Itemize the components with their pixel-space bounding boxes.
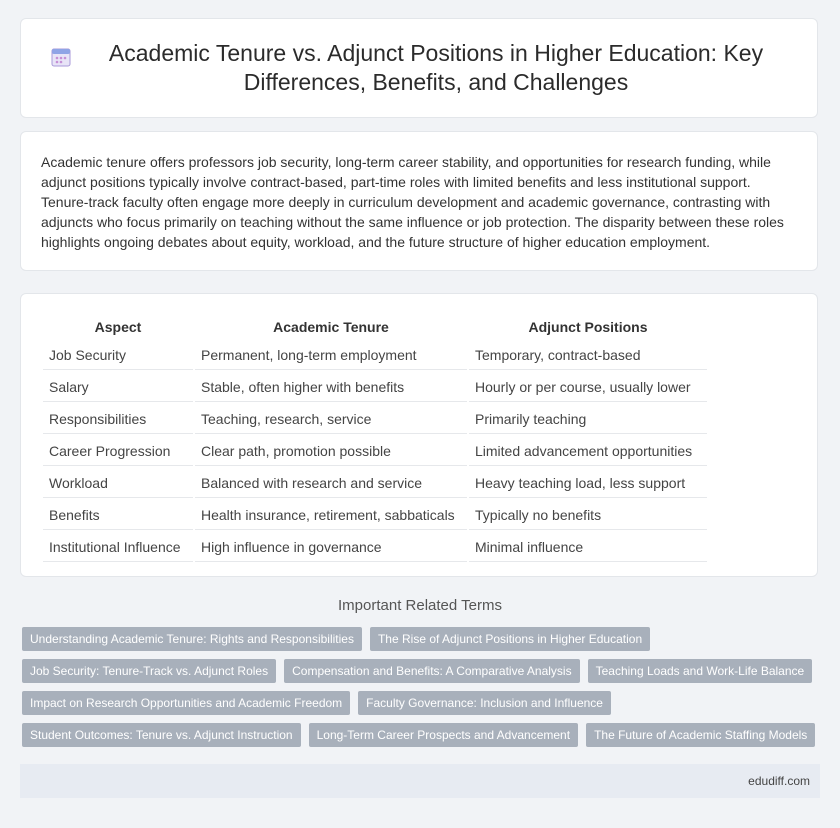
table-cell: Minimal influence	[469, 532, 707, 562]
calendar-icon	[49, 45, 73, 69]
related-term-tag[interactable]: Impact on Research Opportunities and Academic Freedom	[22, 691, 350, 715]
page-title: Academic Tenure vs. Adjunct Positions in Higher Education: Key Differences, Benefits, and Challenges	[108, 40, 764, 95]
related-term-tag[interactable]: Student Outcomes: Tenure vs. Adjunct Instruction	[22, 723, 301, 747]
table-row	[43, 500, 707, 530]
related-term-tag[interactable]: Understanding Academic Tenure: Rights and Responsibilities	[22, 627, 362, 651]
table-cell: Hourly or per course, usually lower	[469, 372, 707, 402]
table-cell: Stable, often higher with benefits	[195, 372, 467, 402]
table-row	[43, 436, 707, 466]
tag-row	[22, 627, 822, 651]
table-cell: Benefits	[43, 500, 193, 530]
table-cell: Teaching, research, service	[195, 404, 467, 434]
table-cell: Job Security	[43, 340, 193, 370]
table-header-row	[43, 316, 707, 338]
tag-row	[22, 723, 822, 747]
related-terms-title: Important Related Terms	[338, 597, 502, 614]
table-cell: Typically no benefits	[469, 500, 707, 530]
tag-row	[22, 691, 822, 715]
table-row	[43, 532, 707, 562]
footer	[20, 764, 820, 798]
related-term-tag[interactable]: Compensation and Benefits: A Comparative Analysis	[284, 659, 580, 683]
table-cell: Permanent, long-term employment	[195, 340, 467, 370]
table-cell: Career Progression	[43, 436, 193, 466]
table-cell: Workload	[43, 468, 193, 498]
table-row	[43, 340, 707, 370]
table-cell: Clear path, promotion possible	[195, 436, 467, 466]
table-cell: Institutional Influence	[43, 532, 193, 562]
related-term-tag[interactable]: The Future of Academic Staffing Models	[586, 723, 815, 747]
table-row	[43, 404, 707, 434]
table-cell: Heavy teaching load, less support	[469, 468, 707, 498]
related-term-tag[interactable]: Job Security: Tenure-Track vs. Adjunct Roles	[22, 659, 276, 683]
tag-row	[22, 659, 822, 683]
table-card	[20, 293, 818, 577]
title-card	[20, 18, 818, 118]
table-cell: Salary	[43, 372, 193, 402]
table-cell: High influence in governance	[195, 532, 467, 562]
related-terms-tags	[22, 627, 822, 755]
table-row	[43, 372, 707, 402]
header-academic-tenure: Academic Tenure	[273, 319, 389, 335]
intro-paragraph: Academic tenure offers professors job security, long-term career stability, and opportunities for research funding, while adjunct positions typically involve contract-based, part-time roles with limited benefits and less institutional support. Tenure-track faculty often engage more deeply in curriculum development and academic governance, contrasting with adjuncts who focus primarily on teaching without the same influence or job protection. The disparity between these roles highlights ongoing debates about equity, workload, and the future structure of higher education employment.	[41, 154, 784, 250]
header-adjunct-positions: Adjunct Positions	[528, 319, 648, 335]
table-cell: Primarily teaching	[469, 404, 707, 434]
comparison-table	[41, 314, 709, 564]
table-cell: Balanced with research and service	[195, 468, 467, 498]
table-cell: Limited advancement opportunities	[469, 436, 707, 466]
related-term-tag[interactable]: The Rise of Adjunct Positions in Higher Education	[370, 627, 650, 651]
table-cell: Health insurance, retirement, sabbaticals	[195, 500, 467, 530]
intro-card	[20, 131, 818, 271]
related-term-tag[interactable]: Teaching Loads and Work-Life Balance	[588, 659, 813, 683]
related-term-tag[interactable]: Long-Term Career Prospects and Advancement	[309, 723, 578, 747]
header-aspect: Aspect	[94, 319, 142, 335]
table-cell: Temporary, contract-based	[469, 340, 707, 370]
footer-site-link[interactable]: edudiff.com	[748, 774, 810, 788]
related-term-tag[interactable]: Faculty Governance: Inclusion and Influence	[358, 691, 611, 715]
table-row	[43, 468, 707, 498]
table-cell: Responsibilities	[43, 404, 193, 434]
